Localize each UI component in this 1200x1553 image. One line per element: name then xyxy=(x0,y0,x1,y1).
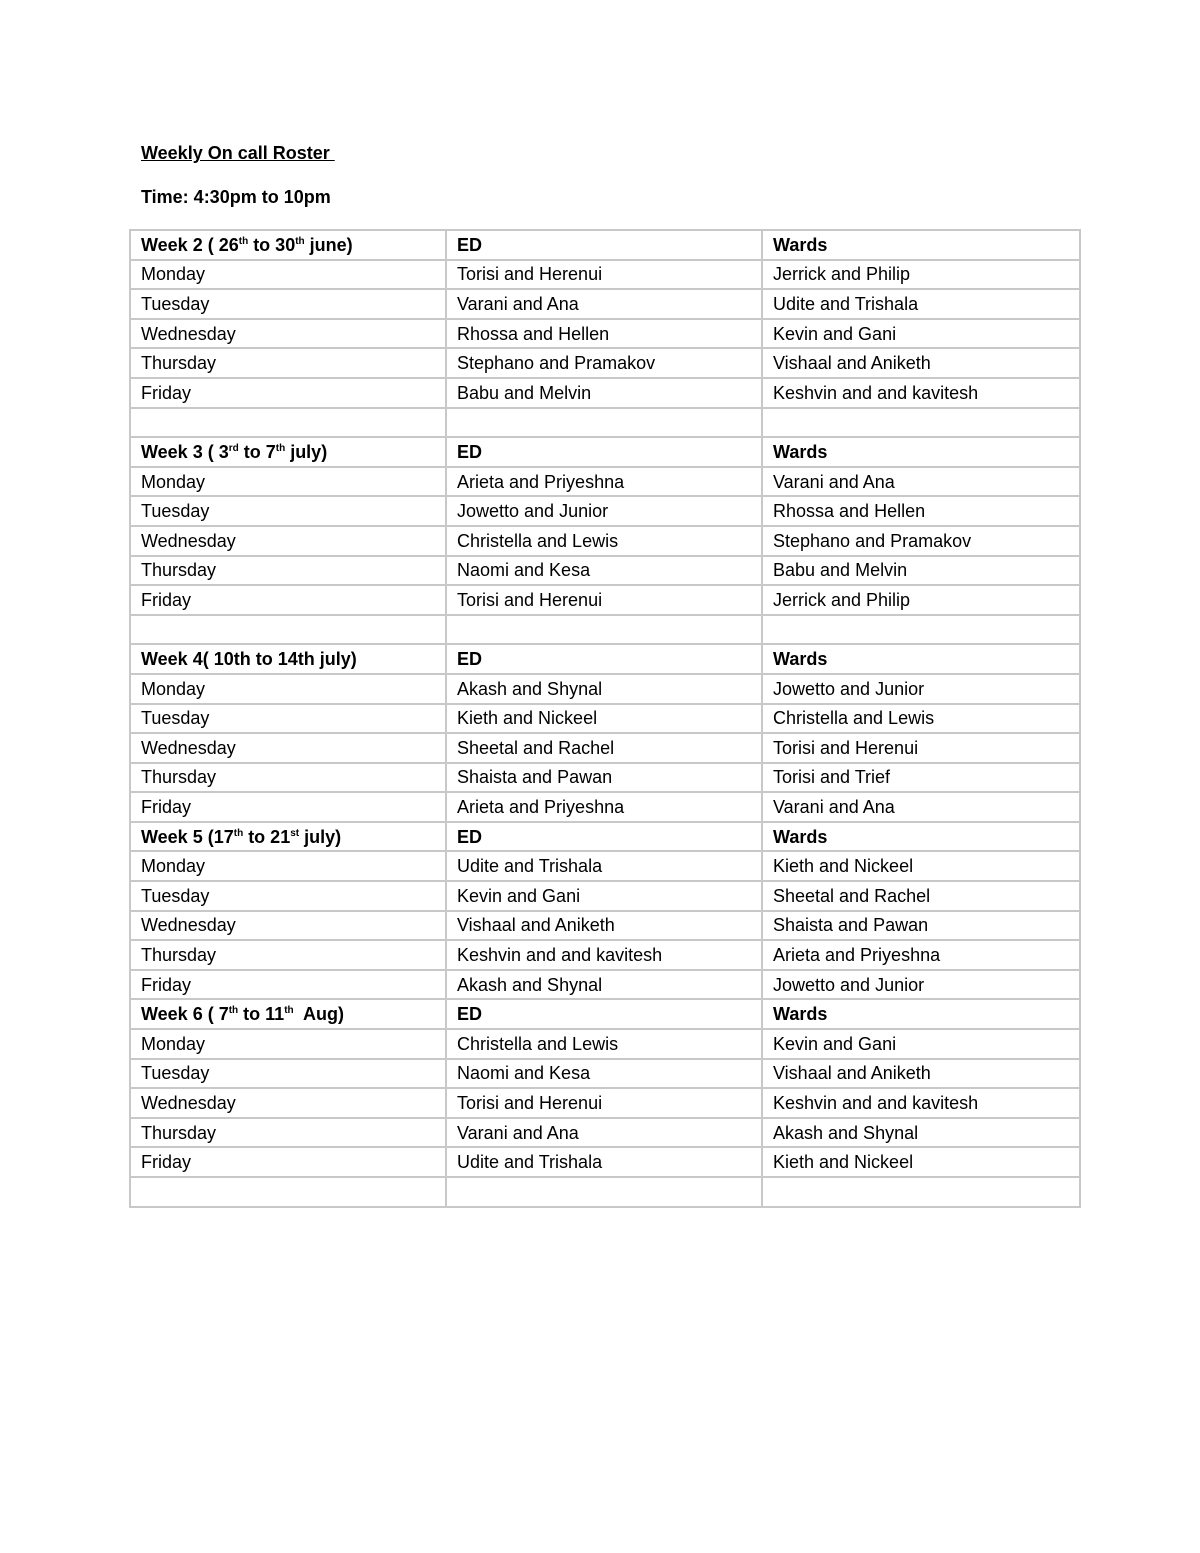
blank-row xyxy=(130,408,1080,438)
wards-staff-cell: Sheetal and Rachel xyxy=(762,881,1080,911)
day-cell: Monday xyxy=(130,851,446,881)
day-row xyxy=(130,1088,1080,1118)
wards-staff-cell: Keshvin and and kavitesh xyxy=(762,378,1080,408)
day-row xyxy=(130,851,1080,881)
day-row xyxy=(130,940,1080,970)
day-cell: Friday xyxy=(130,378,446,408)
wards-staff-cell: Arieta and Priyeshna xyxy=(762,940,1080,970)
wards-staff-cell: Torisi and Herenui xyxy=(762,733,1080,763)
wards-column-header: Wards xyxy=(762,644,1080,674)
day-cell: Thursday xyxy=(130,348,446,378)
ordinal-suffix: th xyxy=(228,1005,239,1017)
day-row xyxy=(130,1059,1080,1089)
wards-staff-cell: Shaista and Pawan xyxy=(762,911,1080,941)
day-cell: Friday xyxy=(130,1147,446,1177)
week-label-text: july) xyxy=(285,441,328,462)
week-label-text: Week 4( 10th to 14th july) xyxy=(141,649,357,670)
wards-staff-cell: Jerrick and Philip xyxy=(762,260,1080,290)
day-cell: Tuesday xyxy=(130,289,446,319)
wards-staff-cell: Kevin and Gani xyxy=(762,1029,1080,1059)
ordinal-suffix: rd xyxy=(228,442,239,454)
ed-column-header: ED xyxy=(446,822,762,852)
blank-row xyxy=(130,1177,1080,1207)
week-label xyxy=(130,999,446,1029)
wards-staff-cell: Varani and Ana xyxy=(762,792,1080,822)
day-cell: Wednesday xyxy=(130,319,446,349)
ed-staff-cell: Sheetal and Rachel xyxy=(446,733,762,763)
wards-staff-cell: Torisi and Trief xyxy=(762,763,1080,793)
day-row xyxy=(130,674,1080,704)
day-row xyxy=(130,1118,1080,1148)
ed-staff-cell: Naomi and Kesa xyxy=(446,556,762,586)
ordinal-suffix: th xyxy=(295,235,305,247)
ordinal-suffix: st xyxy=(290,827,300,839)
day-row xyxy=(130,289,1080,319)
day-cell: Monday xyxy=(130,1029,446,1059)
day-cell: Friday xyxy=(130,970,446,1000)
ed-staff-cell: Christella and Lewis xyxy=(446,526,762,556)
wards-staff-cell: Jerrick and Philip xyxy=(762,585,1080,615)
day-row xyxy=(130,763,1080,793)
day-row xyxy=(130,585,1080,615)
wards-staff-cell: Udite and Trishala xyxy=(762,289,1080,319)
day-cell: Friday xyxy=(130,585,446,615)
day-cell: Friday xyxy=(130,792,446,822)
ordinal-suffix: th xyxy=(284,1005,294,1017)
day-row xyxy=(130,319,1080,349)
day-cell: Wednesday xyxy=(130,733,446,763)
week-label-text: Week 5 (17 xyxy=(141,826,234,847)
ed-staff-cell: Arieta and Priyeshna xyxy=(446,467,762,497)
ed-column-header: ED xyxy=(446,999,762,1029)
week-label-text: to 30 xyxy=(248,234,296,255)
wards-staff-cell: Jowetto and Junior xyxy=(762,674,1080,704)
day-row xyxy=(130,704,1080,734)
week-label-text: Aug) xyxy=(293,1004,344,1025)
empty-cell xyxy=(762,1177,1080,1207)
week-header-row xyxy=(130,437,1080,467)
ed-staff-cell: Arieta and Priyeshna xyxy=(446,792,762,822)
ed-column-header: ED xyxy=(446,437,762,467)
week-label-text: to 21 xyxy=(243,826,291,847)
ed-staff-cell: Keshvin and and kavitesh xyxy=(446,940,762,970)
day-row xyxy=(130,556,1080,586)
roster-table xyxy=(129,229,1081,1208)
day-cell: Wednesday xyxy=(130,1088,446,1118)
week-header-row xyxy=(130,230,1080,260)
week-label-text: june) xyxy=(304,234,353,255)
ed-staff-cell: Akash and Shynal xyxy=(446,970,762,1000)
day-cell: Tuesday xyxy=(130,1059,446,1089)
day-cell: Wednesday xyxy=(130,911,446,941)
week-label-text: july) xyxy=(299,826,342,847)
ed-column-header: ED xyxy=(446,644,762,674)
week-header-row xyxy=(130,822,1080,852)
empty-cell xyxy=(130,615,446,645)
week-label xyxy=(130,437,446,467)
day-row xyxy=(130,467,1080,497)
ed-staff-cell: Babu and Melvin xyxy=(446,378,762,408)
wards-column-header: Wards xyxy=(762,437,1080,467)
day-row xyxy=(130,260,1080,290)
ed-staff-cell: Varani and Ana xyxy=(446,1118,762,1148)
ed-column-header: ED xyxy=(446,230,762,260)
wards-staff-cell: Akash and Shynal xyxy=(762,1118,1080,1148)
week-label xyxy=(130,822,446,852)
day-row xyxy=(130,733,1080,763)
day-cell: Thursday xyxy=(130,763,446,793)
empty-cell xyxy=(446,408,762,438)
day-cell: Monday xyxy=(130,260,446,290)
ed-staff-cell: Torisi and Herenui xyxy=(446,1088,762,1118)
empty-cell xyxy=(762,408,1080,438)
week-label-text: to 7 xyxy=(238,441,276,462)
day-row xyxy=(130,348,1080,378)
empty-cell xyxy=(130,1177,446,1207)
wards-column-header: Wards xyxy=(762,230,1080,260)
day-row xyxy=(130,526,1080,556)
wards-staff-cell: Stephano and Pramakov xyxy=(762,526,1080,556)
wards-staff-cell: Kevin and Gani xyxy=(762,319,1080,349)
empty-cell xyxy=(762,615,1080,645)
week-label-text: to 11 xyxy=(238,1004,285,1025)
empty-cell xyxy=(446,615,762,645)
wards-staff-cell: Kieth and Nickeel xyxy=(762,851,1080,881)
ordinal-suffix: th xyxy=(233,827,244,839)
ed-staff-cell: Kieth and Nickeel xyxy=(446,704,762,734)
day-row xyxy=(130,1147,1080,1177)
wards-column-header: Wards xyxy=(762,822,1080,852)
ed-staff-cell: Shaista and Pawan xyxy=(446,763,762,793)
wards-staff-cell: Babu and Melvin xyxy=(762,556,1080,586)
ed-staff-cell: Akash and Shynal xyxy=(446,674,762,704)
roster-table-body xyxy=(130,230,1080,1207)
ed-staff-cell: Kevin and Gani xyxy=(446,881,762,911)
day-row xyxy=(130,970,1080,1000)
week-label-text: Week 3 ( 3 xyxy=(141,441,229,462)
day-cell: Wednesday xyxy=(130,526,446,556)
wards-staff-cell: Kieth and Nickeel xyxy=(762,1147,1080,1177)
wards-staff-cell: Keshvin and and kavitesh xyxy=(762,1088,1080,1118)
day-row xyxy=(130,1029,1080,1059)
wards-staff-cell: Jowetto and Junior xyxy=(762,970,1080,1000)
ordinal-suffix: th xyxy=(238,235,249,247)
wards-staff-cell: Vishaal and Aniketh xyxy=(762,348,1080,378)
wards-staff-cell: Vishaal and Aniketh xyxy=(762,1059,1080,1089)
ordinal-suffix: th xyxy=(275,442,286,454)
ed-staff-cell: Vishaal and Aniketh xyxy=(446,911,762,941)
week-header-row xyxy=(130,644,1080,674)
day-cell: Tuesday xyxy=(130,496,446,526)
empty-cell xyxy=(446,1177,762,1207)
day-row xyxy=(130,881,1080,911)
ed-staff-cell: Christella and Lewis xyxy=(446,1029,762,1059)
ed-staff-cell: Stephano and Pramakov xyxy=(446,348,762,378)
ed-staff-cell: Udite and Trishala xyxy=(446,851,762,881)
wards-staff-cell: Varani and Ana xyxy=(762,467,1080,497)
day-cell: Tuesday xyxy=(130,881,446,911)
week-header-row xyxy=(130,999,1080,1029)
ed-staff-cell: Torisi and Herenui xyxy=(446,585,762,615)
week-label-text: Week 2 ( 26 xyxy=(141,234,239,255)
ed-staff-cell: Varani and Ana xyxy=(446,289,762,319)
day-row xyxy=(130,378,1080,408)
ed-staff-cell: Rhossa and Hellen xyxy=(446,319,762,349)
day-cell: Monday xyxy=(130,674,446,704)
blank-row xyxy=(130,615,1080,645)
day-cell: Tuesday xyxy=(130,704,446,734)
week-label-text: Week 6 ( 7 xyxy=(141,1004,229,1025)
wards-column-header: Wards xyxy=(762,999,1080,1029)
week-label xyxy=(130,230,446,260)
day-cell: Thursday xyxy=(130,556,446,586)
day-row xyxy=(130,911,1080,941)
roster-time: Time: 4:30pm to 10pm xyxy=(141,187,331,207)
ed-staff-cell: Torisi and Herenui xyxy=(446,260,762,290)
wards-staff-cell: Rhossa and Hellen xyxy=(762,496,1080,526)
wards-staff-cell: Christella and Lewis xyxy=(762,704,1080,734)
day-row xyxy=(130,792,1080,822)
ed-staff-cell: Jowetto and Junior xyxy=(446,496,762,526)
day-row xyxy=(130,496,1080,526)
document-title: Weekly On call Roster xyxy=(141,143,335,163)
day-cell: Thursday xyxy=(130,940,446,970)
week-label xyxy=(130,644,446,674)
ed-staff-cell: Naomi and Kesa xyxy=(446,1059,762,1089)
ed-staff-cell: Udite and Trishala xyxy=(446,1147,762,1177)
empty-cell xyxy=(130,408,446,438)
day-cell: Thursday xyxy=(130,1118,446,1148)
day-cell: Monday xyxy=(130,467,446,497)
